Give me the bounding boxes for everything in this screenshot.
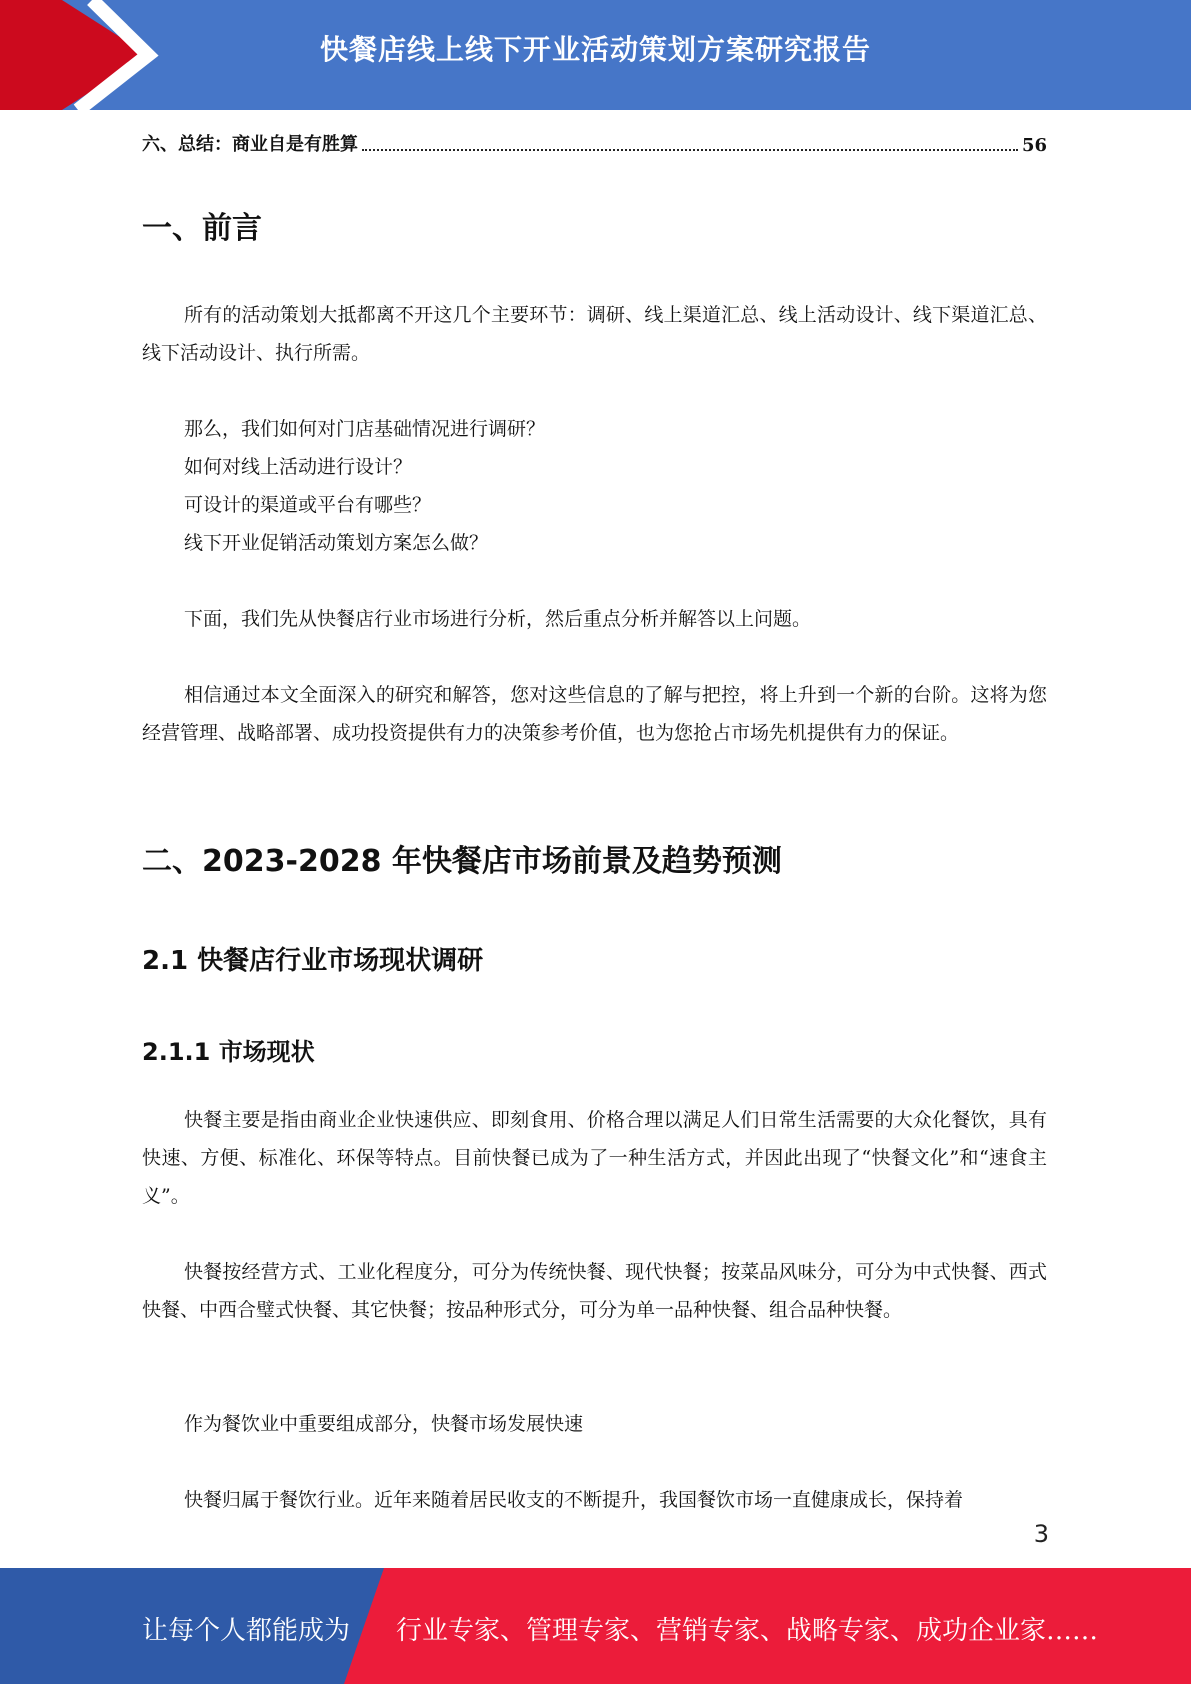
preface-paragraph-2: 下面，我们先从快餐店行业市场进行分析，然后重点分析并解答以上问题。: [184, 608, 812, 630]
market-paragraph-1: 快餐主要是指由商业企业快速供应、即刻食用、价格合理以满足人们日常生活需要的大众化餐饮，具有快速、方便、标准化、环保等特点。目前快餐已成为了一种生活方式，并因此出现了“快餐文化”和“速食主义”。: [142, 1109, 1047, 1207]
market-paragraph-2: 快餐按经营方式、工业化程度分，可分为传统快餐、现代快餐；按菜品风味分，可分为中式快餐、西式快餐、中西合璧式快餐、其它快餐；按品种形式分，可分为单一品种快餐、组合品种快餐。: [142, 1261, 1047, 1321]
toc-leader-dots: [362, 148, 1018, 151]
section-heading-forecast: 二、2023-2028 年快餐店市场前景及趋势预测: [142, 844, 782, 879]
header-title: 快餐店线上线下开业活动策划方案研究报告: [319, 33, 871, 66]
footer-slogan-left: 让每个人都能成为: [142, 1616, 351, 1646]
preface-question-3: 可设计的渠道或平台有哪些？: [184, 494, 432, 516]
toc-entry-page: 56: [1021, 135, 1047, 156]
preface-paragraph-1: 所有的活动策划大抵都离不开这几个主要环节：调研、线上渠道汇总、线上活动设计、线下渠道汇总、线下活动设计、执行所需。: [142, 304, 1047, 364]
market-paragraph-3: 作为餐饮业中重要组成部分，快餐市场发展快速: [184, 1413, 584, 1435]
subsection-heading-2-1: 2.1 快餐店行业市场现状调研: [142, 946, 484, 976]
preface-question-4: 线下开业促销活动策划方案怎么做？: [184, 532, 489, 554]
market-paragraph-4: 快餐归属于餐饮行业。近年来随着居民收支的不断提升，我国餐饮市场一直健康成长，保持着: [184, 1489, 964, 1511]
page-footer: [0, 1568, 1191, 1684]
toc-entry[interactable]: [142, 130, 1047, 156]
page-number: 3: [1033, 1520, 1049, 1548]
preface-question-1: 那么，我们如何对门店基础情况进行调研？: [184, 418, 546, 440]
preface-paragraph-3: 相信通过本文全面深入的研究和解答，您对这些信息的了解与把控，将上升到一个新的台阶。这将为您经营管理、战略部署、成功投资提供有力的决策参考价值，也为您抢占市场先机提供有力的保证。: [142, 684, 1047, 744]
preface-question-2: 如何对线上活动进行设计？: [184, 456, 413, 478]
toc-entry-label: 六、总结：商业自是有胜算: [142, 134, 358, 155]
subsection-heading-2-1-1: 2.1.1 市场现状: [142, 1038, 315, 1066]
section-heading-preface: 一、前言: [142, 211, 262, 246]
page-header: [0, 0, 1191, 110]
footer-slogan-right: 行业专家、管理专家、营销专家、战略专家、成功企业家……: [396, 1616, 1099, 1646]
